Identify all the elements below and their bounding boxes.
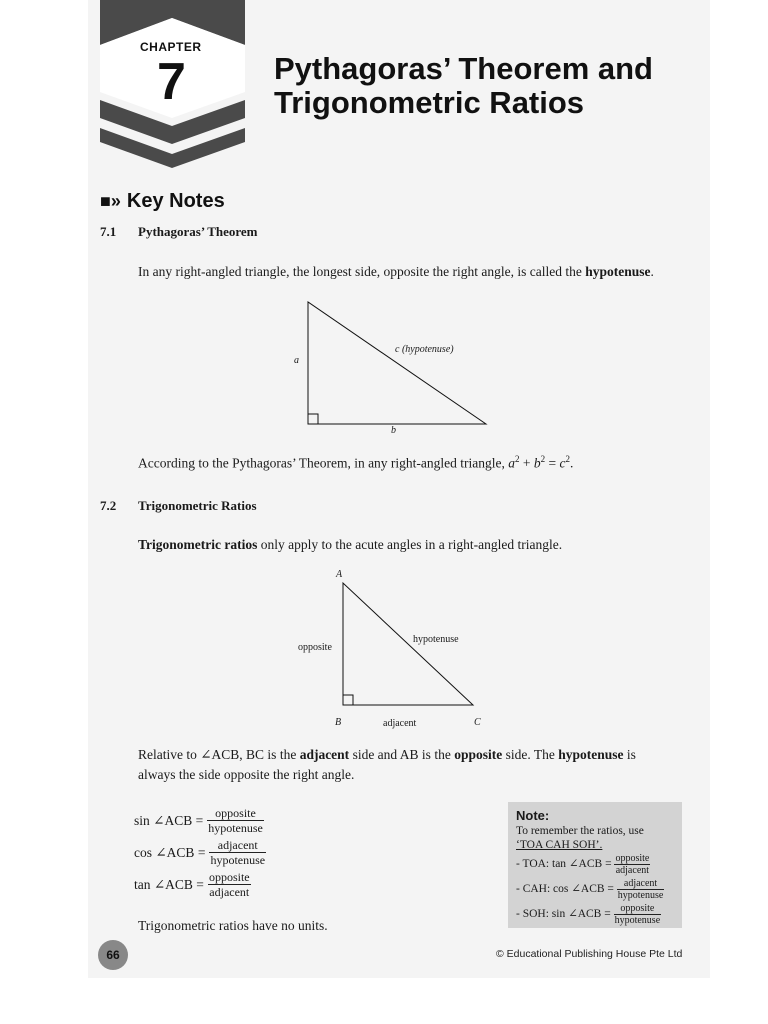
cos-formula: cos ∠ACB = $\frac{\text{adjacent}}{\text{hypotenuse}}$ (134, 838, 266, 867)
side-a-label: a (294, 355, 299, 366)
section-title: Trigonometric Ratios (138, 498, 257, 513)
section-number: 7.2 (100, 498, 117, 513)
hypotenuse-definition: In any right-angled triangle, the longest side, opposite the right angle, is called the hypotenuse. (138, 264, 654, 279)
note-cah: - CAH: cos ∠ACB = $\frac{\text{adjacent}}{\text{hypotenuse}}$ (516, 878, 664, 901)
vertex-c-label: C (474, 717, 481, 728)
side-c-label: c (hypotenuse) (395, 344, 454, 355)
note-line-1: To remember the ratios, use (516, 825, 644, 837)
side-b-label: b (391, 425, 396, 436)
vertex-b-label: B (335, 717, 342, 728)
key-notes-heading (100, 190, 225, 213)
chapter-label: CHAPTER (140, 40, 202, 54)
adjacent-label: adjacent (383, 718, 417, 729)
page-number: 66 (98, 940, 128, 970)
vertex-a-label: A (336, 569, 343, 580)
double-chevron-icon: ■» (100, 191, 121, 211)
chapter-title-line2: Trigonometric Ratios (274, 85, 585, 120)
tan-formula: tan ∠ACB = $\frac{\text{opposite}}{\text{adjacent}}$ (134, 870, 250, 899)
chapter-title (274, 52, 704, 120)
sin-formula: sin ∠ACB = $\frac{\text{opposite}}{\text{hypotenuse}}$ (134, 806, 263, 835)
note-title: Note: (516, 808, 550, 823)
no-units-note: Trigonometric ratios have no units. (138, 918, 328, 933)
note-soh: - SOH: sin ∠ACB = $\frac{\text{opposite}}{\text{hypotenuse}}$ (516, 903, 661, 926)
section-title: Pythagoras’ Theorem (138, 224, 258, 239)
chapter-title-line1: Pythagoras’ Theorem and (274, 51, 653, 86)
pythagoras-triangle-diagram (300, 298, 500, 428)
page-margin-bottom (0, 978, 768, 1024)
opposite-label: opposite (298, 642, 332, 653)
key-notes-label: Key Notes (126, 190, 225, 212)
trig-triangle-diagram (335, 575, 485, 715)
copyright: © Educational Publishing House Pte Ltd (496, 948, 683, 960)
page-margin-left (0, 0, 88, 1024)
pythagoras-statement: According to the Pythagoras’ Theorem, in any right-angled triangle, $a^2 + b^2 = c^2$. (138, 454, 574, 471)
note-line-2: ‘TOA CAH SOH’. (516, 839, 603, 851)
note-toa: - TOA: tan ∠ACB = $\frac{\text{opposite}}{\text{adjacent}}$ (516, 853, 650, 876)
trig-ratios-definition: Trigonometric ratios only apply to the acute angles in a right-angled triangle. (138, 537, 563, 552)
chapter-number: 7 (157, 53, 186, 111)
section-number: 7.1 (100, 224, 117, 239)
hypotenuse-label: hypotenuse (413, 634, 459, 645)
relative-description: Relative to ∠ACB, BC is the adjacent side and AB is the opposite side. The hypotenuse is always the side opposite the right angle. (138, 747, 636, 782)
note-box (508, 802, 682, 928)
